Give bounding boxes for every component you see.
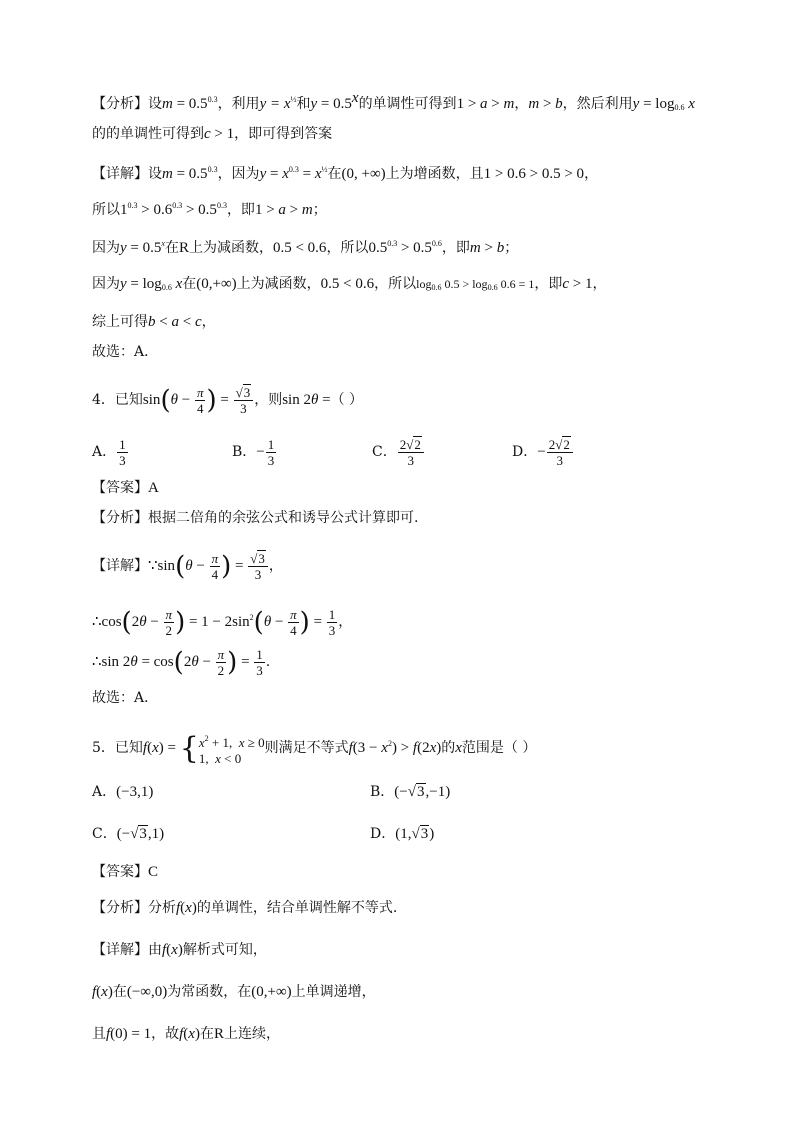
option-label: C． (372, 444, 397, 460)
math-R: R (178, 240, 189, 256)
q5-analysis-line (92, 898, 754, 918)
math-q4-d3: ∴sin 2θ = cos(2θ − $\frac{\pi}{2}$ ) = $\frac{1}{3}$ (92, 647, 263, 679)
q5-tail: 范围是（ ） (461, 740, 537, 756)
math-c-gt-1-2: c > 1 (562, 276, 593, 292)
text-zai: 在 (182, 276, 197, 292)
analysis-tag: 【分析】 (92, 96, 148, 112)
math-log-func-2: $y = \log_{0.6} x$ (120, 276, 183, 292)
math-power-eq: $y = x^{0.3} = x^{\frac{1}{2}}$ (259, 165, 328, 182)
math-fx: f(x) (176, 900, 197, 916)
text-ji: ，即 (226, 202, 255, 218)
math-ineq-5: 1 > a > m (254, 202, 313, 218)
text-ranhou: ，然后利用 (562, 96, 633, 112)
option-label: A． (92, 444, 117, 460)
q4-prefix: 已知 (114, 392, 143, 408)
q5-answer-line (92, 862, 754, 882)
math-q4-target: sin 2θ = (282, 392, 331, 408)
text-dandiao2: 的单调性可得到 (106, 126, 204, 142)
q5-option-a[interactable]: A．(−3,1) (92, 784, 154, 800)
detail-tag: 【详解】 (92, 558, 148, 574)
q5-suffix: 的 (441, 740, 456, 756)
math-ineq-4: $1^{0.3} > 0.6^{0.3} > 0.5^{0.3}$ (120, 201, 227, 218)
text-de: 的 (92, 126, 106, 142)
q5-d3-suffix: 上连续， (223, 1026, 280, 1042)
math-ineq-7: $0.5^{0.3} > 0.5^{0.6}$ (368, 239, 442, 256)
q5-number: 5． (92, 740, 115, 756)
text-dandiao: 的单调性可得到 (358, 96, 457, 112)
text-suoyi2: ，所以 (326, 240, 369, 256)
math-m-def-2: $m = 0.5^{0.3}$ (162, 165, 218, 182)
math-q4-cond: sin(θ − $\frac{\pi}{4}$ ) = $\frac{√3}{3}$ (143, 392, 254, 408)
text-keyi: ，即可得到答案 (234, 126, 333, 142)
detail-line-5: 综上可得b < a < c， (92, 314, 216, 330)
math-c-gt-1: c > 1 (204, 126, 235, 142)
q5-mid: 则满足不等式 (264, 740, 349, 756)
q5-detail-2 (92, 982, 754, 1002)
q5-answer: C (148, 864, 159, 880)
q5-options-row1 (92, 782, 754, 802)
analysis-line-1: 【分析】设$m = 0.5^{0.3}$，利用$y = x^{\frac{1}{2}}$和$y = 0.5^x$的单调性可得到1 > a > m，m > b，然后利用$y = \log_{0.6} x$ (92, 90, 695, 112)
math-interval-neg: (−∞,0) (126, 984, 168, 1000)
text-ji: ，即 (441, 240, 470, 256)
text-zai: 在 (327, 166, 342, 182)
math-final-ineq: b < a < c (148, 314, 202, 330)
text-zaiR: 在 (164, 240, 179, 256)
option-label: B． (370, 784, 395, 800)
math-ineq-3: 1 > 0.6 > 0.5 > 0 (483, 166, 585, 182)
math-q5-ineq: $f(3 - x^2) > f(2x)$ (348, 739, 442, 756)
math-fx-4: f(x) (179, 1026, 200, 1042)
text-zengfn: 上为增函数，且 (385, 166, 484, 182)
q4-option-d[interactable]: D．− $\frac{2√2}{3}$ (512, 432, 652, 472)
text-liyong: ，利用 (217, 96, 260, 112)
text-jianfn2: 上为减函数， (236, 276, 321, 292)
option-label: C． (92, 826, 117, 842)
answer-tag: 【答案】 (92, 864, 148, 880)
q5-stem (92, 724, 754, 764)
math-ineq-8: m > b (469, 240, 505, 256)
analysis-line-2 (92, 124, 754, 144)
q5-detail-1 (92, 940, 754, 960)
q5-option-d[interactable]: D．(1,√3) (370, 826, 435, 842)
text-ji: ，即 (534, 276, 563, 292)
text-suoyi: 所以 (92, 202, 120, 218)
answer-tag: 【答案】 (92, 480, 148, 496)
math-q5-def: f(x) = { $x^2 + 1$, x ≥ 0 1, x < 0 (142, 730, 265, 766)
text-she: 设 (148, 166, 162, 182)
math-x: x (455, 740, 462, 756)
text-she: 设 (148, 96, 162, 112)
math-interval-0-inf: (0, +∞) (341, 166, 386, 182)
q5-d3-prefix: 且 (92, 1026, 106, 1042)
q4-answer-line (92, 478, 754, 498)
text-he: 和 (296, 96, 311, 112)
q4-detail-1: 【详解】∵sin(θ − $\frac{\pi}{4}$ ) = $\frac{√3}{3}$ ， (92, 551, 283, 583)
q4-answer: A (148, 480, 159, 496)
detail-tag: 【详解】 (92, 942, 148, 958)
text-jianfn: 上为减函数， (188, 240, 273, 256)
math-m-def: m (162, 96, 173, 112)
math-log-ineq: $\log_{0.6} 0.5 > \log_{0.6} 0.6 = 1$ (416, 277, 535, 292)
math-q4-d1: ∵sin(θ − $\frac{\pi}{4}$ ) = $\frac{√3}{3}$ (148, 558, 269, 574)
q5-d3-mid: ，故 (151, 1026, 180, 1042)
detail-line-4: 因为$y = \log_{0.6} x$在(0,+∞)上为减函数，0.5 < 0.6，所以$\log_{0.6} 0.5 > \log_{0.6} 0.6 = 1$，即c > 1， (92, 276, 607, 292)
text-zai: 在 (112, 984, 127, 1000)
math-interval-0-inf-2: (0,+∞) (196, 276, 237, 292)
q4-option-c[interactable]: C． $\frac{2√2}{3}$ (372, 432, 512, 472)
detail-line-2: 所以$1^{0.3} > 0.6^{0.3} > 0.5^{0.3}$，即1 > a > m； (92, 201, 327, 218)
q5-options-row2 (92, 824, 754, 844)
q5-analysis-suffix: 的单调性，结合单调性解不等式. (196, 900, 398, 916)
text-yinwei2: 因为 (92, 276, 120, 292)
q5-analysis-prefix: 分析 (148, 900, 176, 916)
q4-detail-2: ∴cos(2θ − $\frac{\pi}{2}$ ) = $1 - 2\sin^2(\theta$ − $\frac{\pi}{4}$ ) = $\frac{1}{3}$ ， (92, 607, 353, 639)
math-log-func: y (632, 96, 640, 112)
math-ineq-2: m > b (528, 96, 563, 112)
answer-line-q4 (92, 688, 754, 708)
math-power-func: $y = x^{\frac{1}{2}}$ (259, 95, 297, 112)
answer-line-q3 (92, 342, 754, 362)
math-q4-d2: ∴cos(2θ − $\frac{\pi}{2}$ ) = $1 - 2\sin^2(\theta$ − $\frac{\pi}{4}$ ) = $\frac{1}{3}$ (92, 607, 336, 639)
text-yinwei: ，因为 (217, 166, 260, 182)
q4-analysis-line (92, 508, 754, 528)
option-label: D． (512, 444, 538, 460)
q4-option-a[interactable]: A． $\frac{1}{3}$ (92, 436, 126, 468)
math-ineq-6: 0.5 < 0.6 (272, 240, 327, 256)
q5-d2-mid: 为常函数，在 (167, 984, 252, 1000)
analysis-tag: 【分析】 (92, 510, 148, 526)
q5-detail-3 (92, 1024, 754, 1044)
math-ineq-9: 0.5 < 0.6 (320, 276, 375, 292)
math-fx-2: f(x) (162, 942, 183, 958)
detail-line-3: 因为$y = 0.5^x$在R上为减函数，0.5 < 0.6，所以$0.5^{0.3} > 0.5^{0.6}$，即m > b； (92, 239, 519, 256)
q4-options (92, 432, 754, 472)
q4-number: 4． (92, 392, 115, 408)
q4-mid: ，则 (254, 392, 283, 408)
q4-suffix: （ ） (330, 392, 364, 408)
q5-option-b[interactable]: B．(−√3,−1) (370, 784, 451, 800)
text-guxuan: 故选：A． (92, 690, 159, 706)
option-label: D． (370, 826, 396, 842)
q5-d1-prefix: 由 (148, 942, 162, 958)
q5-d1-suffix: 解析式可知， (182, 942, 267, 958)
text-zonghe: 综上可得 (92, 314, 148, 330)
text-suoyi2: ，所以 (374, 276, 417, 292)
q5-d2-suffix: 上单调递增， (291, 984, 376, 1000)
math-fx-3: f(x) (92, 984, 113, 1000)
math-R: R (213, 1026, 224, 1042)
option-label: B． (232, 444, 257, 460)
q4-analysis: 根据二倍角的余弦公式和诱导公式计算即可. (148, 510, 419, 526)
text-guxuan: 故选：A． (92, 344, 159, 360)
q4-option-b[interactable]: B．− $\frac{1}{3}$ (232, 436, 275, 468)
text-zai: 在 (199, 1026, 214, 1042)
text-yinwei2: 因为 (92, 240, 120, 256)
detail-line-1: 【详解】设$m = 0.5^{0.3}$，因为$y = x^{0.3} = x^{\frac{1}{2}}$在(0, +∞)上为增函数，且1 > 0.6 > 0.5 > 0， (92, 165, 599, 182)
q4-detail-3: ∴sin 2θ = cos(2θ − $\frac{\pi}{2}$ ) = $\frac{1}{3}$ . (92, 647, 271, 679)
detail-tag: 【详解】 (92, 166, 148, 182)
math-exp-func-2: $y = 0.5^x$ (120, 239, 165, 256)
q4-stem (92, 382, 754, 418)
math-f0: f(0) = 1 (106, 1026, 152, 1042)
q5-prefix: 已知 (114, 740, 143, 756)
q5-option-c[interactable]: C．(−√3,1) (92, 826, 165, 842)
math-exp-func: y (310, 96, 318, 112)
math-interval-pos: (0,+∞) (251, 984, 292, 1000)
option-label: A． (92, 784, 117, 800)
analysis-tag: 【分析】 (92, 900, 148, 916)
math-ineq-1: 1 > a > m (456, 96, 515, 112)
